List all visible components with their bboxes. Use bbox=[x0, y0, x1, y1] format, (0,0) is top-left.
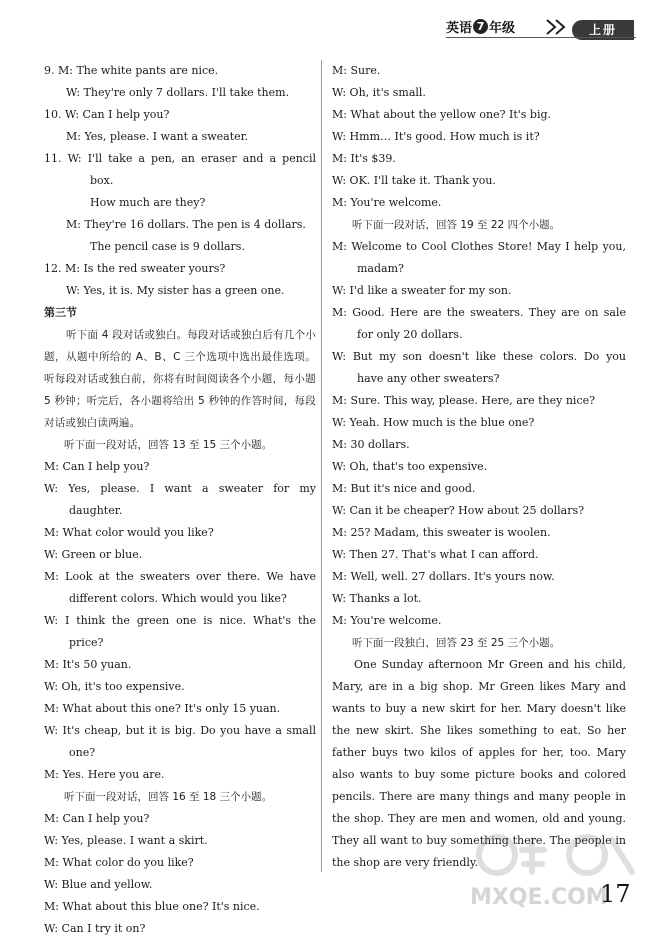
dialogue-line: W: I think the green one is nice. What's the price? bbox=[44, 614, 316, 649]
dialogue-line: W: Oh, it's small. bbox=[332, 86, 426, 99]
dialogue-line: M: Well, well. 27 dollars. It's yours now. bbox=[332, 570, 555, 583]
dialogue-line: W: It's cheap, but it is big. Do you have a small one? bbox=[44, 724, 316, 759]
monologue-paragraph: One Sunday afternoon Mr Green and his child, Mary, are in a big shop. Mr Green likes Mary and wants to buy a new skirt for her. Mary doesn't like the new skirt. She likes something to eat. So her father buys two kilos of apples for her, too. Mary also wants to buy some picture books and colored pencils. There are many things and many people in the shop. They are men and women, old and young. They all want to buy something there. The people in the shop are very friendly. bbox=[332, 658, 626, 869]
subject-label: 英语 bbox=[446, 21, 473, 36]
dialogue-line: W: Yes, please. I want a skirt. bbox=[44, 834, 208, 847]
dialogue-line: M: What color would you like? bbox=[44, 526, 214, 539]
dialogue-line: M: You're welcome. bbox=[332, 614, 442, 627]
right-column bbox=[332, 60, 626, 874]
dialogue-line: W: Can I try it on? bbox=[44, 922, 146, 935]
dialogue-line: M: It's 50 yuan. bbox=[44, 658, 132, 671]
dialogue-line: W: Yes, it is. My sister has a green one. bbox=[66, 284, 285, 297]
dialogue-line: W: But my son doesn't like these colors. Do you have any other sweaters? bbox=[332, 350, 626, 385]
volume-label: 上册 bbox=[572, 20, 634, 40]
instruction-line: 听下面一段对话，回答 19 至 22 四个小题。 bbox=[352, 219, 561, 231]
question-line: 12. M: Is the red sweater yours? bbox=[44, 262, 226, 275]
dialogue-line: W: Oh, it's too expensive. bbox=[44, 680, 185, 693]
instruction-paragraph: 听下面 4 段对话或独白。每段对话或独白后有几个小题，从题中所给的 A、B、C 三个选项中选出最佳选项。听每段对话或独白前，你将有时间阅读各个小题，每小题 5 秒钟；听完后，各小题将给出 5 秒钟的作答时间，每段对话或独白读两遍。 bbox=[44, 329, 316, 429]
dialogue-line: M: Can I help you? bbox=[44, 812, 150, 825]
dialogue-line: W: Blue and yellow. bbox=[44, 878, 153, 891]
dialogue-line: M: What about this one? It's only 15 yuan. bbox=[44, 702, 281, 715]
dialogue-line: W: I'd like a sweater for my son. bbox=[332, 284, 512, 297]
double-chevron-icon bbox=[545, 18, 571, 36]
dialogue-continuation: The pencil case is 9 dollars. bbox=[90, 240, 245, 253]
question-line: 10. W: Can I help you? bbox=[44, 108, 170, 121]
dialogue-line: M: It's $39. bbox=[332, 152, 396, 165]
dialogue-line: W: Can it be cheaper? How about 25 dollars? bbox=[332, 504, 585, 517]
question-line: 9. M: The white pants are nice. bbox=[44, 64, 219, 77]
dialogue-line: W: Oh, that's too expensive. bbox=[332, 460, 488, 473]
dialogue-line: M: Sure. This way, please. Here, are they nice? bbox=[332, 394, 596, 407]
dialogue-line: W: OK. I'll take it. Thank you. bbox=[332, 174, 496, 187]
svg-text:MXQE.COM: MXQE.COM bbox=[470, 885, 608, 910]
dialogue-line: M: They're 16 dollars. The pen is 4 dollars. bbox=[66, 218, 306, 231]
question-line: 11. W: I'll take a pen, an eraser and a pencil box. bbox=[44, 152, 316, 187]
header-rule bbox=[446, 37, 636, 38]
dialogue-line: M: Welcome to Cool Clothes Store! May I help you, madam? bbox=[332, 240, 626, 275]
instruction-line: 听下面一段对话，回答 13 至 15 三个小题。 bbox=[64, 439, 273, 451]
instruction-line: 听下面一段对话，回答 16 至 18 三个小题。 bbox=[64, 791, 273, 803]
dialogue-line: M: Look at the sweaters over there. We have different colors. Which would you like? bbox=[44, 570, 316, 605]
dialogue-line: W: Yeah. How much is the blue one? bbox=[332, 416, 535, 429]
dialogue-line: W: Then 27. That's what I can afford. bbox=[332, 548, 539, 561]
dialogue-line: M: 30 dollars. bbox=[332, 438, 410, 451]
grade-label: 年级 bbox=[489, 21, 516, 36]
dialogue-line: M: Yes. Here you are. bbox=[44, 768, 165, 781]
dialogue-line: M: What about this blue one? It's nice. bbox=[44, 900, 260, 913]
dialogue-line: M: Sure. bbox=[332, 64, 381, 77]
dialogue-line: M: Yes, please. I want a sweater. bbox=[66, 130, 249, 143]
section-title: 第三节 bbox=[44, 306, 77, 319]
left-column bbox=[44, 60, 316, 940]
dialogue-line: M: 25? Madam, this sweater is woolen. bbox=[332, 526, 551, 539]
page-number: 17 bbox=[600, 880, 631, 908]
dialogue-line: W: They're only 7 dollars. I'll take them. bbox=[66, 86, 290, 99]
grade-badge: 7 bbox=[473, 19, 488, 34]
dialogue-line: M: Good. Here are the sweaters. They are on sale for only 20 dollars. bbox=[332, 306, 626, 341]
dialogue-line: W: Thanks a lot. bbox=[332, 592, 422, 605]
dialogue-line: M: But it's nice and good. bbox=[332, 482, 476, 495]
dialogue-line: W: Green or blue. bbox=[44, 548, 143, 561]
dialogue-line: W: Hmm… It's good. How much is it? bbox=[332, 130, 540, 143]
dialogue-continuation: How much are they? bbox=[90, 196, 206, 209]
subject-grade bbox=[446, 17, 515, 36]
dialogue-line: M: Can I help you? bbox=[44, 460, 150, 473]
instruction-line: 听下面一段独白，回答 23 至 25 三个小题。 bbox=[352, 637, 561, 649]
dialogue-line: M: What about the yellow one? It's big. bbox=[332, 108, 552, 121]
dialogue-line: M: What color do you like? bbox=[44, 856, 194, 869]
column-divider bbox=[321, 60, 322, 872]
dialogue-line: W: Yes, please. I want a sweater for my daughter. bbox=[44, 482, 316, 517]
dialogue-line: M: You're welcome. bbox=[332, 196, 442, 209]
